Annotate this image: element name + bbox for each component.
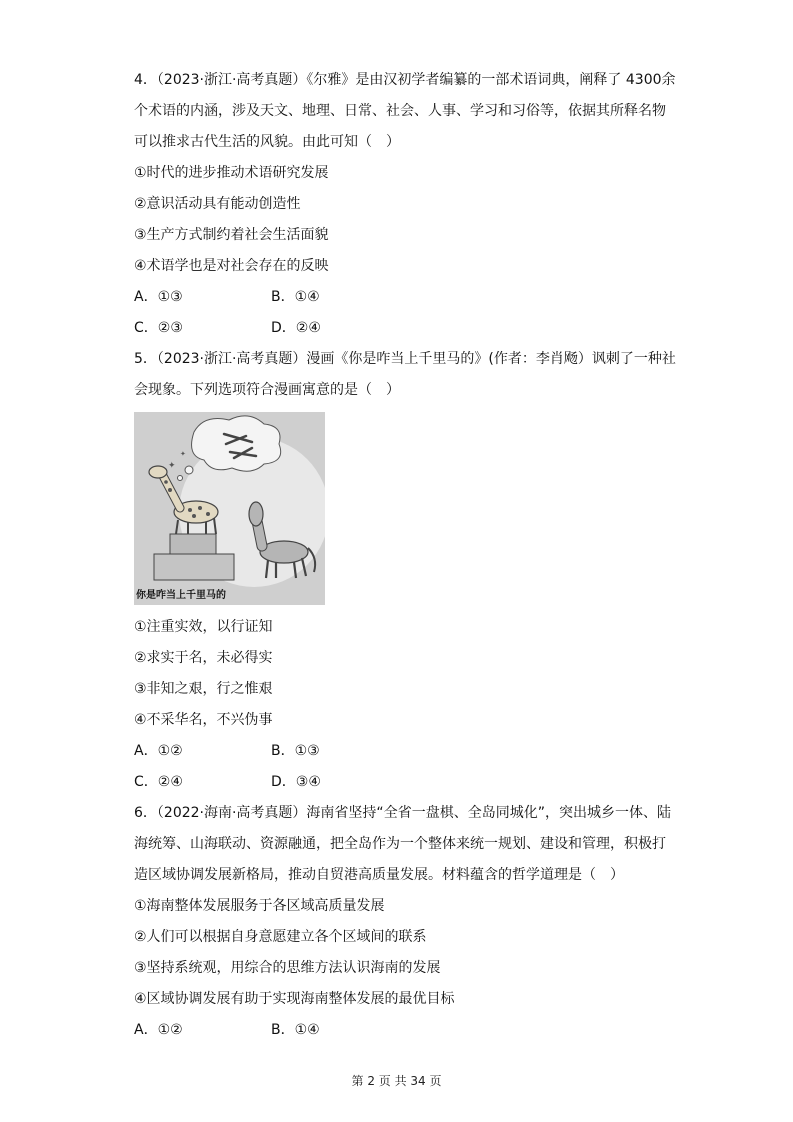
q6-statement-2: ②人们可以根据自身意愿建立各个区域间的联系 (134, 929, 427, 945)
q6-options-row-1 (134, 1020, 320, 1040)
q6-statement-4: ④区域协调发展有助于实现海南整体发展的最优目标 (134, 991, 455, 1007)
q6-option-b[interactable]: B．①④ (271, 1022, 320, 1038)
q5-option-b[interactable]: B．①③ (271, 743, 320, 759)
q5-stem-line-2: 会现象。下列选项符合漫画寓意的是（ ） (134, 382, 400, 398)
cartoon-illustration (134, 412, 325, 605)
q5-statement-1: ①注重实效，以行证知 (134, 619, 273, 635)
q4-option-c[interactable]: C．②③ (134, 320, 183, 336)
q4-stem-line-2: 个术语的内涵，涉及天文、地理、日常、社会、人事、学习和习俗等，依据其所释名物 (134, 103, 666, 119)
q5-option-c[interactable]: C．②④ (134, 774, 183, 790)
q5-stem-line-1: 5．（2023·浙江·高考真题）漫画《你是咋当上千里马的》(作者：李肖飏）讽刺了一种社 (134, 351, 676, 367)
cartoon-image (134, 412, 325, 605)
q4-statement-4: ④术语学也是对社会存在的反映 (134, 258, 329, 274)
q6-statement-3: ③坚持系统观，用综合的思维方法认识海南的发展 (134, 960, 441, 976)
q4-options-row-1 (134, 287, 320, 307)
q5-options-row-1 (134, 741, 320, 761)
q5-option-d[interactable]: D．③④ (271, 774, 321, 790)
q6-stem-line-2: 海统筹、山海联动、资源融通，把全岛作为一个整体来统一规划、建设和管理，积极打 (134, 836, 666, 852)
q4-stem-line-3: 可以推求古代生活的风貌。由此可知（ ） (134, 134, 400, 150)
q6-stem-line-1: 6．（2022·海南·高考真题）海南省坚持“全省一盘棋、全岛同城化”，突出城乡一体、陆 (134, 805, 671, 821)
page-number: 第 2 页 共 34 页 (351, 1074, 442, 1088)
q5-options-row-2 (134, 772, 321, 792)
q5-statement-4: ④不采华名，不兴伪事 (134, 712, 273, 728)
q4-option-b[interactable]: B．①④ (271, 289, 320, 305)
q4-stem-line-1: 4．（2023·浙江·高考真题）《尔雅》是由汉初学者编纂的一部术语词典，阐释了 4300余 (134, 72, 676, 88)
q4-option-a[interactable]: A．①③ (134, 289, 183, 305)
q4-option-d[interactable]: D．②④ (271, 320, 321, 336)
svg-text:✦: ✦ (180, 450, 186, 458)
q6-statement-1: ①海南整体发展服务于各区域高质量发展 (134, 898, 385, 914)
q4-statement-1: ①时代的进步推动术语研究发展 (134, 165, 329, 181)
q4-statement-2: ②意识活动具有能动创造性 (134, 196, 301, 212)
q6-stem-line-3: 造区域协调发展新格局，推动自贸港高质量发展。材料蕴含的哲学道理是（ ） (134, 867, 624, 883)
svg-text:✦: ✦ (168, 461, 176, 471)
q5-option-a[interactable]: A．①② (134, 743, 183, 759)
q4-statement-3: ③生产方式制约着社会生活面貌 (134, 227, 329, 243)
q5-statement-2: ②求实于名，未必得实 (134, 650, 273, 666)
q5-statement-3: ③非知之艰，行之惟艰 (134, 681, 273, 697)
cartoon-caption: 你是咋当上千里马的 (136, 590, 226, 601)
q6-option-a[interactable]: A．①② (134, 1022, 183, 1038)
q4-options-row-2 (134, 318, 321, 338)
